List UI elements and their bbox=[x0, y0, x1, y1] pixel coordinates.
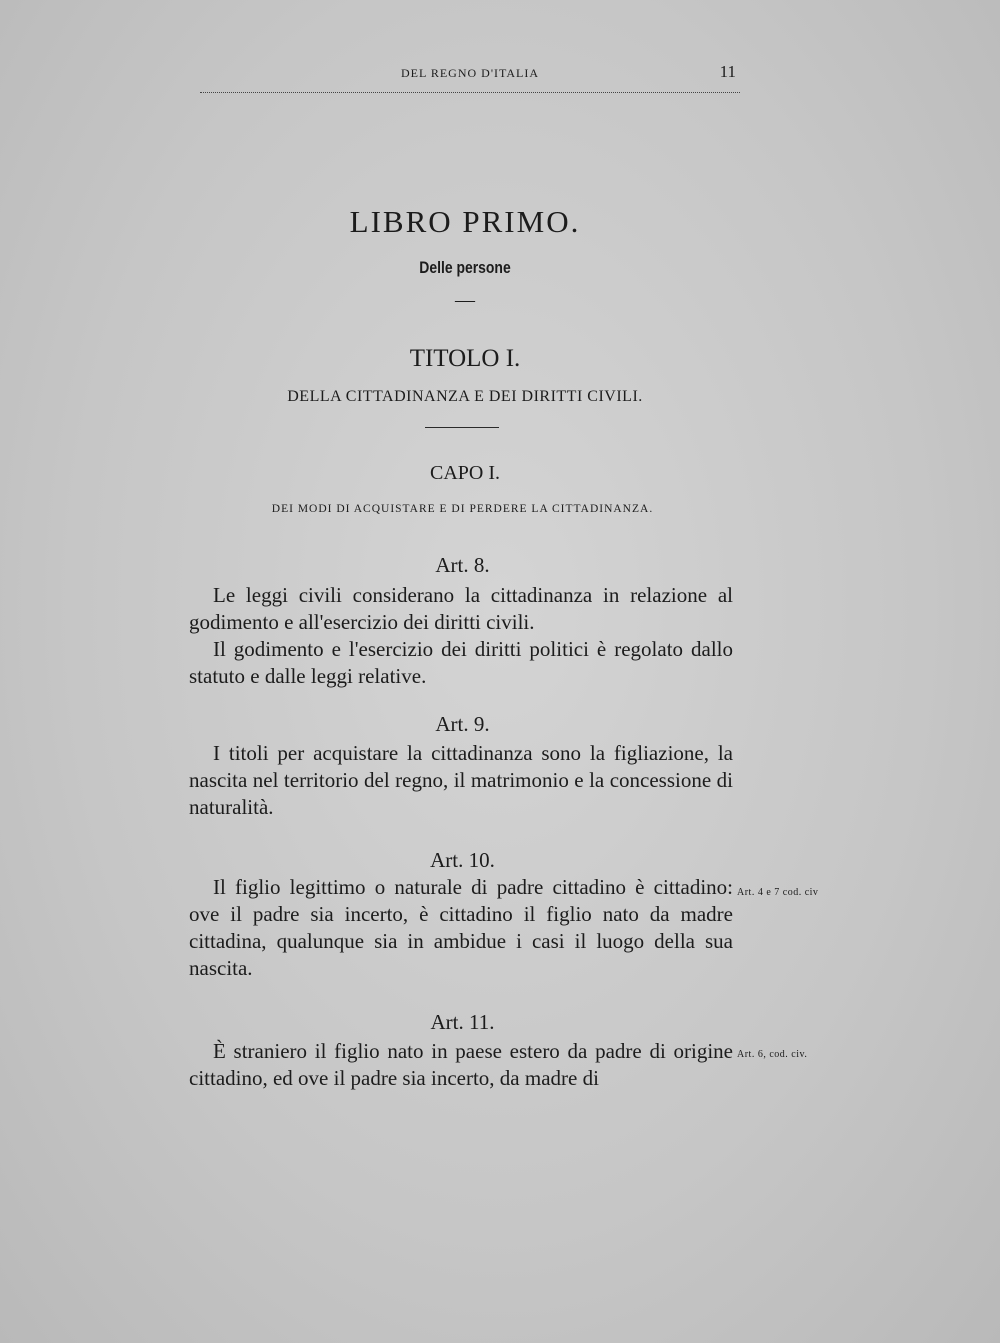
capo-subtitle: DEI MODI DI ACQUISTARE E DI PERDERE LA CITTADINANZA. bbox=[271, 503, 654, 515]
article-9-heading: Art. 9. bbox=[435, 712, 490, 736]
section-rule bbox=[425, 427, 499, 428]
article-8-paragraph-2: Il godimento e l'esercizio dei diritti politici è regolato dallo statuto e dalle leggi relative. bbox=[189, 637, 733, 688]
article-11-margin-note: Art. 6, cod. civ. bbox=[737, 1049, 808, 1060]
article-10-text: Il figlio legittimo o naturale di padre cittadino è cittadino: ove il padre sia incerto, è cittadino il figlio nato da madre cittadina, qualunque sia in ambidue i casi il luogo della sua nascita. bbox=[189, 875, 733, 980]
page-number: 11 bbox=[719, 62, 736, 81]
article-9-text: I titoli per acquistare la cittadinanza sono la figliazione, la nascita nel territorio del regno, il matrimonio e la concessione di naturalità. bbox=[189, 741, 733, 819]
article-10-margin-note: Art. 4 e 7 cod. civ bbox=[737, 887, 819, 898]
titolo-heading: TITOLO I. bbox=[409, 345, 521, 372]
capo-heading: CAPO I. bbox=[429, 462, 500, 484]
article-8-paragraph-1: Le leggi civili considerano la cittadinanza in relazione al godimento e all'esercizio dei diritti civili. bbox=[189, 583, 733, 634]
article-10-heading: Art. 10. bbox=[430, 848, 495, 872]
article-11-text: È straniero il figlio nato in paese estero da padre di origine cittadino, ed ove il padre sia incerto, da madre di bbox=[189, 1039, 733, 1090]
separator-dash: — bbox=[455, 289, 475, 311]
running-head bbox=[200, 62, 740, 93]
titolo-subtitle: DELLA CITTADINANZA E DEI DIRITTI CIVILI. bbox=[287, 388, 643, 405]
book-title: LIBRO PRIMO. bbox=[349, 204, 581, 239]
book-subtitle: Delle persone bbox=[419, 258, 511, 277]
article-8-heading: Art. 8. bbox=[435, 553, 490, 577]
article-11-heading: Art. 11. bbox=[430, 1010, 495, 1034]
running-head-title: DEL REGNO D'ITALIA bbox=[400, 66, 540, 80]
